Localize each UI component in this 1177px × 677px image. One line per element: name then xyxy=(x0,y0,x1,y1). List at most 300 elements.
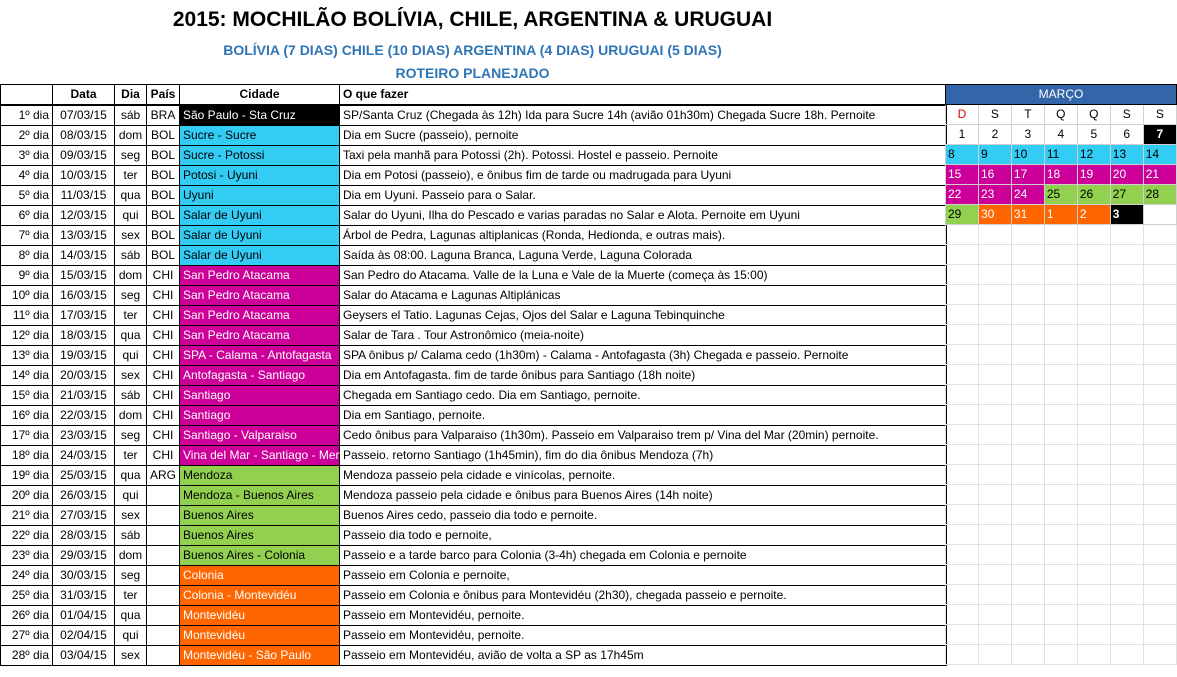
empty-cell[interactable] xyxy=(1143,485,1176,505)
empty-cell[interactable] xyxy=(946,525,979,545)
cell-weekday[interactable]: qui xyxy=(115,626,147,646)
empty-cell[interactable] xyxy=(946,465,979,485)
empty-cell[interactable] xyxy=(978,385,1011,405)
cell-date[interactable]: 25/03/15 xyxy=(53,466,115,486)
cell-weekday[interactable]: qua xyxy=(115,326,147,346)
cell-country[interactable] xyxy=(147,606,180,626)
empty-cell[interactable] xyxy=(1044,625,1077,645)
cell-date[interactable]: 03/04/15 xyxy=(53,646,115,666)
cell-city[interactable]: Colonia xyxy=(180,566,340,586)
empty-cell[interactable] xyxy=(1077,585,1110,605)
empty-cell[interactable] xyxy=(1110,465,1143,485)
cell-weekday[interactable]: dom xyxy=(115,126,147,146)
empty-cell[interactable] xyxy=(1077,265,1110,285)
cell-date[interactable]: 18/03/15 xyxy=(53,326,115,346)
header-todo[interactable]: O que fazer xyxy=(340,85,947,106)
empty-cell[interactable] xyxy=(1077,365,1110,385)
empty-cell[interactable] xyxy=(1110,445,1143,465)
cell-todo[interactable]: Salar do Uyuni, Ilha do Pescado e varias paradas no Salar e Alota. Pernoite em Uyuni xyxy=(340,206,947,226)
empty-cell[interactable] xyxy=(1044,345,1077,365)
empty-cell[interactable] xyxy=(1044,265,1077,285)
cell-day[interactable]: 18º dia xyxy=(1,446,53,466)
empty-cell[interactable] xyxy=(1110,305,1143,325)
calendar-day[interactable]: 17 xyxy=(1011,165,1044,185)
cell-city[interactable]: Santiago xyxy=(180,386,340,406)
empty-cell[interactable] xyxy=(1143,365,1176,385)
cell-day[interactable]: 15º dia xyxy=(1,386,53,406)
calendar-day[interactable]: 9 xyxy=(978,145,1011,165)
empty-cell[interactable] xyxy=(1110,625,1143,645)
empty-cell[interactable] xyxy=(1044,445,1077,465)
empty-cell[interactable] xyxy=(1077,325,1110,345)
empty-cell[interactable] xyxy=(1077,485,1110,505)
empty-cell[interactable] xyxy=(1110,525,1143,545)
cell-city[interactable]: Buenos Aires - Colonia xyxy=(180,546,340,566)
cell-date[interactable]: 19/03/15 xyxy=(53,346,115,366)
cell-day[interactable]: 8º dia xyxy=(1,246,53,266)
cell-weekday[interactable]: sex xyxy=(115,226,147,246)
cell-weekday[interactable]: sáb xyxy=(115,526,147,546)
cell-weekday[interactable]: sex xyxy=(115,646,147,666)
cell-todo[interactable]: Geysers el Tatio. Lagunas Cejas, Ojos del Salar e Laguna Tebinquinche xyxy=(340,306,947,326)
empty-cell[interactable] xyxy=(1077,565,1110,585)
cell-city[interactable]: Montevidéu xyxy=(180,626,340,646)
calendar-day[interactable]: 18 xyxy=(1044,165,1077,185)
empty-cell[interactable] xyxy=(946,425,979,445)
calendar-weekday-label[interactable]: S xyxy=(1143,105,1176,125)
empty-cell[interactable] xyxy=(1077,245,1110,265)
cell-weekday[interactable]: dom xyxy=(115,406,147,426)
empty-cell[interactable] xyxy=(1011,405,1044,425)
calendar-day[interactable]: 22 xyxy=(946,185,979,205)
empty-cell[interactable] xyxy=(978,365,1011,385)
cell-todo[interactable]: SP/Santa Cruz (Chegada às 12h) Ida para Sucre 14h (avião 01h30m) Chegada Sucre 18h. Pernoite xyxy=(340,105,947,126)
cell-todo[interactable]: SPA ônibus p/ Calama cedo (1h30m) - Calama - Antofagasta (3h) Chegada e passeio. Pernoite xyxy=(340,346,947,366)
empty-cell[interactable] xyxy=(978,445,1011,465)
empty-cell[interactable] xyxy=(1110,365,1143,385)
cell-day[interactable]: 6º dia xyxy=(1,206,53,226)
empty-cell[interactable] xyxy=(946,445,979,465)
cell-city[interactable]: Montevidéu - São Paulo xyxy=(180,646,340,666)
cell-country[interactable] xyxy=(147,526,180,546)
cell-todo[interactable]: Passeio em Colonia e pernoite, xyxy=(340,566,947,586)
cell-country[interactable] xyxy=(147,506,180,526)
calendar-day[interactable]: 1 xyxy=(1044,205,1077,225)
cell-country[interactable]: CHI xyxy=(147,346,180,366)
empty-cell[interactable] xyxy=(1011,325,1044,345)
empty-cell[interactable] xyxy=(1011,345,1044,365)
cell-date[interactable]: 09/03/15 xyxy=(53,146,115,166)
calendar-day[interactable]: 16 xyxy=(978,165,1011,185)
empty-cell[interactable] xyxy=(978,545,1011,565)
empty-cell[interactable] xyxy=(946,305,979,325)
calendar-day[interactable]: 23 xyxy=(978,185,1011,205)
cell-city[interactable]: Salar de Uyuni xyxy=(180,246,340,266)
cell-todo[interactable]: Buenos Aires cedo, passeio dia todo e pernoite. xyxy=(340,506,947,526)
cell-city[interactable]: São Paulo - Sta Cruz xyxy=(180,105,340,126)
calendar-weekday-label[interactable]: D xyxy=(946,105,979,125)
empty-cell[interactable] xyxy=(1143,385,1176,405)
empty-cell[interactable] xyxy=(1011,385,1044,405)
cell-day[interactable]: 10º dia xyxy=(1,286,53,306)
empty-cell[interactable] xyxy=(1143,645,1176,665)
empty-cell[interactable] xyxy=(1011,305,1044,325)
empty-cell[interactable] xyxy=(1110,385,1143,405)
empty-cell[interactable] xyxy=(1077,345,1110,365)
empty-cell[interactable] xyxy=(1143,225,1176,245)
empty-cell[interactable] xyxy=(946,265,979,285)
cell-day[interactable]: 23º dia xyxy=(1,546,53,566)
empty-cell[interactable] xyxy=(1143,465,1176,485)
empty-cell[interactable] xyxy=(1143,245,1176,265)
empty-cell[interactable] xyxy=(1110,225,1143,245)
cell-date[interactable]: 13/03/15 xyxy=(53,226,115,246)
calendar-day[interactable]: 12 xyxy=(1077,145,1110,165)
empty-cell[interactable] xyxy=(1110,565,1143,585)
cell-country[interactable]: CHI xyxy=(147,266,180,286)
empty-cell[interactable] xyxy=(1110,405,1143,425)
empty-cell[interactable] xyxy=(1143,285,1176,305)
cell-country[interactable]: BOL xyxy=(147,146,180,166)
cell-date[interactable]: 20/03/15 xyxy=(53,366,115,386)
cell-todo[interactable]: Passeio em Montevidéu, avião de volta a SP as 17h45m xyxy=(340,646,947,666)
cell-country[interactable]: CHI xyxy=(147,286,180,306)
cell-todo[interactable]: Mendoza passeio pela cidade e vinícolas, pernoite. xyxy=(340,466,947,486)
cell-day[interactable]: 2º dia xyxy=(1,126,53,146)
cell-country[interactable] xyxy=(147,586,180,606)
cell-day[interactable]: 13º dia xyxy=(1,346,53,366)
cell-city[interactable]: San Pedro Atacama xyxy=(180,326,340,346)
empty-cell[interactable] xyxy=(978,345,1011,365)
calendar-day[interactable]: 15 xyxy=(946,165,979,185)
cell-country[interactable] xyxy=(147,626,180,646)
empty-cell[interactable] xyxy=(1044,645,1077,665)
empty-cell[interactable] xyxy=(978,265,1011,285)
empty-cell[interactable] xyxy=(1077,405,1110,425)
calendar-day[interactable]: 28 xyxy=(1143,185,1176,205)
cell-weekday[interactable]: ter xyxy=(115,446,147,466)
cell-todo[interactable]: Dia em Sucre (passeio), pernoite xyxy=(340,126,947,146)
cell-country[interactable]: CHI xyxy=(147,366,180,386)
cell-weekday[interactable]: qui xyxy=(115,206,147,226)
cell-todo[interactable]: Dia em Uyuni. Passeio para o Salar. xyxy=(340,186,947,206)
empty-cell[interactable] xyxy=(978,505,1011,525)
calendar-weekday-label[interactable]: Q xyxy=(1077,105,1110,125)
cell-city[interactable]: SPA - Calama - Antofagasta xyxy=(180,346,340,366)
cell-day[interactable]: 3º dia xyxy=(1,146,53,166)
empty-cell[interactable] xyxy=(1143,505,1176,525)
empty-cell[interactable] xyxy=(1077,525,1110,545)
empty-cell[interactable] xyxy=(1077,385,1110,405)
empty-cell[interactable] xyxy=(946,345,979,365)
calendar-weekday-label[interactable]: T xyxy=(1011,105,1044,125)
cell-todo[interactable]: Passeio em Colonia e ônibus para Montevidéu (2h30), chegada passeio e pernoite. xyxy=(340,586,947,606)
calendar-day[interactable]: 2 xyxy=(1077,205,1110,225)
empty-cell[interactable] xyxy=(1011,585,1044,605)
cell-date[interactable]: 10/03/15 xyxy=(53,166,115,186)
cell-date[interactable]: 07/03/15 xyxy=(53,105,115,126)
cell-weekday[interactable]: ter xyxy=(115,166,147,186)
cell-country[interactable]: CHI xyxy=(147,446,180,466)
empty-cell[interactable] xyxy=(1143,425,1176,445)
empty-cell[interactable] xyxy=(1110,345,1143,365)
empty-cell[interactable] xyxy=(1110,645,1143,665)
cell-date[interactable]: 29/03/15 xyxy=(53,546,115,566)
cell-country[interactable]: BOL xyxy=(147,166,180,186)
empty-cell[interactable] xyxy=(1077,285,1110,305)
cell-day[interactable]: 9º dia xyxy=(1,266,53,286)
cell-day[interactable]: 5º dia xyxy=(1,186,53,206)
cell-country[interactable] xyxy=(147,546,180,566)
cell-weekday[interactable]: qui xyxy=(115,346,147,366)
empty-cell[interactable] xyxy=(1044,565,1077,585)
empty-cell[interactable] xyxy=(978,585,1011,605)
empty-cell[interactable] xyxy=(1110,605,1143,625)
cell-country[interactable]: BOL xyxy=(147,186,180,206)
cell-country[interactable] xyxy=(147,486,180,506)
cell-country[interactable]: BOL xyxy=(147,246,180,266)
cell-city[interactable]: Salar de Uyuni xyxy=(180,206,340,226)
empty-cell[interactable] xyxy=(946,645,979,665)
cell-country[interactable]: BRA xyxy=(147,105,180,126)
cell-weekday[interactable]: sáb xyxy=(115,246,147,266)
header-country[interactable]: País xyxy=(147,85,180,106)
cell-weekday[interactable]: qui xyxy=(115,486,147,506)
cell-todo[interactable]: Cedo ônibus para Valparaiso (1h30m). Passeio em Valparaiso trem p/ Vina del Mar (20min) pernoite. xyxy=(340,426,947,446)
calendar-weekday-label[interactable]: S xyxy=(1110,105,1143,125)
cell-date[interactable]: 28/03/15 xyxy=(53,526,115,546)
empty-cell[interactable] xyxy=(1110,505,1143,525)
empty-cell[interactable] xyxy=(1077,625,1110,645)
cell-city[interactable]: San Pedro Atacama xyxy=(180,306,340,326)
cell-day[interactable]: 19º dia xyxy=(1,466,53,486)
calendar-day[interactable]: 3 xyxy=(1110,205,1143,225)
empty-cell[interactable] xyxy=(1044,485,1077,505)
calendar-day[interactable]: 11 xyxy=(1044,145,1077,165)
calendar-day[interactable]: 5 xyxy=(1077,125,1110,145)
empty-cell[interactable] xyxy=(1110,425,1143,445)
cell-country[interactable]: CHI xyxy=(147,406,180,426)
empty-cell[interactable] xyxy=(1143,625,1176,645)
empty-cell[interactable] xyxy=(946,625,979,645)
empty-cell[interactable] xyxy=(946,585,979,605)
empty-cell[interactable] xyxy=(946,605,979,625)
calendar-weekday-label[interactable]: S xyxy=(978,105,1011,125)
cell-weekday[interactable]: qua xyxy=(115,606,147,626)
cell-weekday[interactable]: qua xyxy=(115,466,147,486)
empty-cell[interactable] xyxy=(946,405,979,425)
calendar-day[interactable]: 8 xyxy=(946,145,979,165)
empty-cell[interactable] xyxy=(978,605,1011,625)
empty-cell[interactable] xyxy=(978,645,1011,665)
empty-cell[interactable] xyxy=(1011,525,1044,545)
empty-cell[interactable] xyxy=(1044,425,1077,445)
cell-todo[interactable]: Árbol de Pedra, Lagunas altiplanicas (Ronda, Hedionda, e outras mais). xyxy=(340,226,947,246)
cell-weekday[interactable]: sáb xyxy=(115,386,147,406)
cell-todo[interactable]: Passeio dia todo e pernoite, xyxy=(340,526,947,546)
empty-cell[interactable] xyxy=(1011,285,1044,305)
cell-todo[interactable]: Passeio e a tarde barco para Colonia (3-4h) chegada em Colonia e pernoite xyxy=(340,546,947,566)
cell-todo[interactable]: Mendoza passeio pela cidade e ônibus para Buenos Aires (14h noite) xyxy=(340,486,947,506)
header-day[interactable] xyxy=(1,85,53,106)
cell-day[interactable]: 11º dia xyxy=(1,306,53,326)
empty-cell[interactable] xyxy=(1011,465,1044,485)
cell-city[interactable]: Buenos Aires xyxy=(180,506,340,526)
empty-cell[interactable] xyxy=(1044,385,1077,405)
cell-day[interactable]: 28º dia xyxy=(1,646,53,666)
header-city[interactable]: Cidade xyxy=(180,85,340,106)
cell-weekday[interactable]: seg xyxy=(115,426,147,446)
cell-city[interactable]: Sucre - Potossi xyxy=(180,146,340,166)
cell-date[interactable]: 30/03/15 xyxy=(53,566,115,586)
empty-cell[interactable] xyxy=(1077,545,1110,565)
empty-cell[interactable] xyxy=(1044,245,1077,265)
empty-cell[interactable] xyxy=(1044,465,1077,485)
cell-day[interactable]: 20º dia xyxy=(1,486,53,506)
cell-weekday[interactable]: sex xyxy=(115,366,147,386)
empty-cell[interactable] xyxy=(1143,265,1176,285)
empty-cell[interactable] xyxy=(946,225,979,245)
cell-country[interactable] xyxy=(147,646,180,666)
empty-cell[interactable] xyxy=(1110,485,1143,505)
empty-cell[interactable] xyxy=(1110,325,1143,345)
empty-cell[interactable] xyxy=(946,505,979,525)
cell-todo[interactable]: Taxi pela manhã para Potossi (2h). Potossi. Hostel e passeio. Pernoite xyxy=(340,146,947,166)
empty-cell[interactable] xyxy=(978,405,1011,425)
empty-cell[interactable] xyxy=(1143,585,1176,605)
empty-cell[interactable] xyxy=(1143,525,1176,545)
calendar-day[interactable]: 26 xyxy=(1077,185,1110,205)
empty-cell[interactable] xyxy=(1143,565,1176,585)
cell-day[interactable]: 17º dia xyxy=(1,426,53,446)
cell-todo[interactable]: Salar de Tara . Tour Astronômico (meia-noite) xyxy=(340,326,947,346)
cell-date[interactable]: 12/03/15 xyxy=(53,206,115,226)
cell-date[interactable]: 31/03/15 xyxy=(53,586,115,606)
empty-cell[interactable] xyxy=(1077,305,1110,325)
cell-city[interactable]: Montevidéu xyxy=(180,606,340,626)
empty-cell[interactable] xyxy=(1011,605,1044,625)
empty-cell[interactable] xyxy=(1011,545,1044,565)
empty-cell[interactable] xyxy=(1011,505,1044,525)
calendar-day[interactable]: 31 xyxy=(1011,205,1044,225)
cell-day[interactable]: 21º dia xyxy=(1,506,53,526)
calendar-day[interactable]: 13 xyxy=(1110,145,1143,165)
cell-date[interactable]: 27/03/15 xyxy=(53,506,115,526)
calendar-day[interactable]: 19 xyxy=(1077,165,1110,185)
empty-cell[interactable] xyxy=(978,625,1011,645)
empty-cell[interactable] xyxy=(1044,285,1077,305)
empty-cell[interactable] xyxy=(978,525,1011,545)
empty-cell[interactable] xyxy=(946,285,979,305)
empty-cell[interactable] xyxy=(1044,325,1077,345)
cell-weekday[interactable]: sex xyxy=(115,506,147,526)
empty-cell[interactable] xyxy=(1077,605,1110,625)
empty-cell[interactable] xyxy=(1143,545,1176,565)
calendar-day[interactable]: 20 xyxy=(1110,165,1143,185)
calendar-day[interactable]: 27 xyxy=(1110,185,1143,205)
empty-cell[interactable] xyxy=(1011,445,1044,465)
cell-day[interactable]: 27º dia xyxy=(1,626,53,646)
empty-cell[interactable] xyxy=(946,325,979,345)
empty-cell[interactable] xyxy=(978,485,1011,505)
empty-cell[interactable] xyxy=(1110,245,1143,265)
cell-date[interactable]: 17/03/15 xyxy=(53,306,115,326)
cell-country[interactable] xyxy=(147,566,180,586)
cell-city[interactable]: Santiago xyxy=(180,406,340,426)
empty-cell[interactable] xyxy=(1011,265,1044,285)
empty-cell[interactable] xyxy=(1011,625,1044,645)
empty-cell[interactable] xyxy=(978,565,1011,585)
cell-city[interactable]: Sucre - Sucre xyxy=(180,126,340,146)
empty-cell[interactable] xyxy=(946,365,979,385)
cell-city[interactable]: Mendoza xyxy=(180,466,340,486)
cell-todo[interactable]: Passeio em Montevidéu, pernoite. xyxy=(340,626,947,646)
cell-todo[interactable]: Salar do Atacama e Lagunas Altiplánicas xyxy=(340,286,947,306)
cell-day[interactable]: 25º dia xyxy=(1,586,53,606)
cell-country[interactable]: BOL xyxy=(147,126,180,146)
cell-day[interactable]: 16º dia xyxy=(1,406,53,426)
calendar-day[interactable] xyxy=(1143,205,1176,225)
empty-cell[interactable] xyxy=(978,285,1011,305)
empty-cell[interactable] xyxy=(1077,425,1110,445)
cell-country[interactable]: CHI xyxy=(147,306,180,326)
empty-cell[interactable] xyxy=(946,545,979,565)
empty-cell[interactable] xyxy=(1011,225,1044,245)
empty-cell[interactable] xyxy=(1011,645,1044,665)
cell-weekday[interactable]: seg xyxy=(115,566,147,586)
calendar-day[interactable]: 6 xyxy=(1110,125,1143,145)
cell-day[interactable]: 7º dia xyxy=(1,226,53,246)
calendar-weekday-label[interactable]: Q xyxy=(1044,105,1077,125)
empty-cell[interactable] xyxy=(978,325,1011,345)
empty-cell[interactable] xyxy=(978,225,1011,245)
calendar-day[interactable]: 3 xyxy=(1011,125,1044,145)
cell-day[interactable]: 14º dia xyxy=(1,366,53,386)
empty-cell[interactable] xyxy=(1077,225,1110,245)
empty-cell[interactable] xyxy=(1044,365,1077,385)
calendar-day[interactable]: 14 xyxy=(1143,145,1176,165)
empty-cell[interactable] xyxy=(1077,645,1110,665)
empty-cell[interactable] xyxy=(1110,265,1143,285)
cell-weekday[interactable]: seg xyxy=(115,286,147,306)
empty-cell[interactable] xyxy=(1044,605,1077,625)
calendar-day[interactable]: 29 xyxy=(946,205,979,225)
empty-cell[interactable] xyxy=(946,385,979,405)
cell-todo[interactable]: Dia em Antofagasta. fim de tarde ônibus para Santiago (18h noite) xyxy=(340,366,947,386)
empty-cell[interactable] xyxy=(1143,405,1176,425)
empty-cell[interactable] xyxy=(978,305,1011,325)
cell-city[interactable]: San Pedro Atacama xyxy=(180,286,340,306)
empty-cell[interactable] xyxy=(1044,505,1077,525)
empty-cell[interactable] xyxy=(1077,445,1110,465)
cell-date[interactable]: 11/03/15 xyxy=(53,186,115,206)
cell-country[interactable]: CHI xyxy=(147,426,180,446)
empty-cell[interactable] xyxy=(1143,445,1176,465)
cell-date[interactable]: 22/03/15 xyxy=(53,406,115,426)
empty-cell[interactable] xyxy=(1044,305,1077,325)
empty-cell[interactable] xyxy=(946,245,979,265)
empty-cell[interactable] xyxy=(978,465,1011,485)
empty-cell[interactable] xyxy=(1044,585,1077,605)
cell-weekday[interactable]: ter xyxy=(115,306,147,326)
empty-cell[interactable] xyxy=(1011,365,1044,385)
empty-cell[interactable] xyxy=(1110,285,1143,305)
cell-city[interactable]: Salar de Uyuni xyxy=(180,226,340,246)
empty-cell[interactable] xyxy=(1143,305,1176,325)
empty-cell[interactable] xyxy=(946,565,979,585)
cell-date[interactable]: 08/03/15 xyxy=(53,126,115,146)
cell-todo[interactable]: San Pedro do Atacama. Valle de la Luna e Vale de la Muerte (começa às 15:00) xyxy=(340,266,947,286)
